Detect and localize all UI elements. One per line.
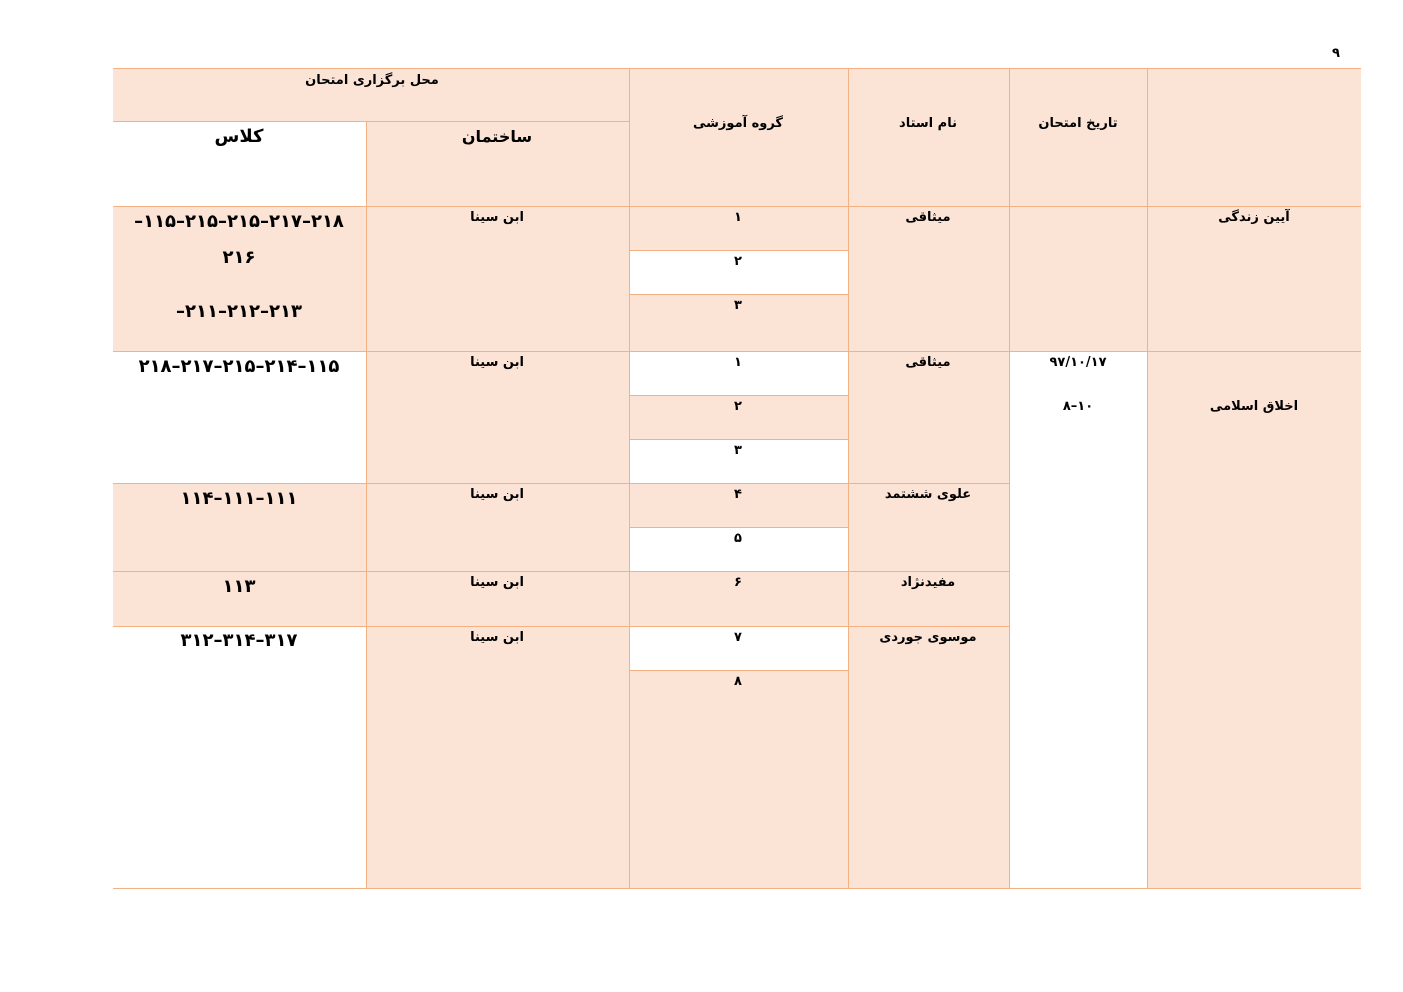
- course2-b4-building: ابن سینا: [470, 630, 524, 645]
- course2-group-3: ۳: [734, 443, 742, 458]
- course2-name-cell: [1147, 351, 1361, 888]
- course2-b2-classes: ۱۱۱–۱۱۱–۱۱۴: [180, 488, 298, 509]
- grid-line: [113, 571, 1009, 572]
- course1-classes-line2: ۲۱۶: [222, 247, 256, 268]
- course2-b1-classes: ۱۱۵–۲۱۴–۲۱۵–۲۱۷–۲۱۸: [138, 356, 340, 377]
- course2-group-5: ۵: [734, 531, 742, 546]
- grid-line: [1009, 68, 1010, 888]
- header-instructor-cell: [848, 68, 1009, 206]
- header-group-cell: [629, 68, 848, 206]
- grid-line: [113, 206, 1361, 207]
- grid-line: [1147, 68, 1148, 888]
- course2-group-1: ۱: [734, 355, 742, 370]
- grid-line: [113, 121, 629, 122]
- course2-b3-building: ابن سینا: [470, 575, 524, 590]
- grid-line: [629, 68, 630, 888]
- course1-instructor: میثاقی: [905, 210, 951, 225]
- grid-line: [629, 294, 848, 295]
- course1-instructor-cell: [848, 206, 1009, 351]
- grid-line: [113, 888, 1361, 889]
- course2-b3-classes: ۱۱۳: [222, 576, 256, 597]
- page-number: ۹: [1332, 46, 1340, 61]
- course2-group-4: ۴: [734, 487, 742, 502]
- grid-line: [629, 439, 848, 440]
- header-building-label: ساختمان: [461, 127, 533, 146]
- grid-line: [848, 68, 849, 888]
- header-date-cell: [1009, 68, 1147, 206]
- course2-b4-building-cell: [366, 626, 629, 888]
- grid-line: [629, 250, 848, 251]
- course2-b4-classes-cell: [113, 626, 366, 888]
- course1-name: آیین زندگی: [1218, 210, 1290, 225]
- course2-name: اخلاق اسلامی: [1209, 399, 1299, 414]
- course2-b2-building: ابن سینا: [470, 487, 524, 502]
- course2-group-8: ۸: [734, 674, 742, 689]
- course1-group-3: ۳: [734, 298, 742, 313]
- grid-line: [629, 527, 848, 528]
- grid-line: [629, 395, 848, 396]
- course2-group-2: ۲: [734, 399, 742, 414]
- header-course-cell: [1147, 68, 1361, 206]
- course1-classes-line1: ۲۱۸–۲۱۷–۲۱۵–۲۱۵–۱۱۵–: [134, 211, 344, 232]
- grid-line: [113, 68, 1361, 69]
- course1-classes-line3: ۲۱۳–۲۱۲–۲۱۱–: [176, 301, 302, 322]
- course2-date: ۹۷/۱۰/۱۷: [1049, 355, 1107, 370]
- course2-date-cell: [1009, 351, 1147, 888]
- course2-b1-building: ابن سینا: [470, 355, 524, 370]
- header-venue-label: محل برگزاری امتحان: [305, 73, 439, 88]
- course2-b4-classes: ۳۱۷–۳۱۴–۳۱۲: [180, 630, 298, 651]
- grid-line: [113, 626, 1009, 627]
- course2-b2-instructor: علوی ششتمد: [884, 487, 972, 502]
- grid-line: [629, 670, 848, 671]
- course1-building: ابن سینا: [470, 210, 524, 225]
- course1-group-1: ۱: [734, 210, 742, 225]
- course1-building-cell: [366, 206, 629, 351]
- course2-b3-instructor: مفیدنژاد: [900, 575, 956, 590]
- grid-line: [113, 483, 1009, 484]
- course2-time: ۱۰–۸: [1062, 399, 1094, 414]
- course2-group-7: ۷: [734, 630, 742, 645]
- course1-name-cell: [1147, 206, 1361, 351]
- course1-group-2: ۲: [734, 254, 742, 269]
- course1-date-cell: [1009, 206, 1147, 351]
- course2-group-6: ۶: [734, 575, 742, 590]
- header-exam-date-label: تاریخ امتحان: [1038, 116, 1118, 131]
- header-class-label: کلاس: [214, 126, 264, 147]
- grid-line: [113, 351, 1361, 352]
- course2-b4-instructor-cell: [848, 626, 1009, 888]
- course2-b4-instructor: موسوی جوردی: [879, 630, 977, 645]
- header-group-label: گروه آموزشی: [692, 116, 784, 131]
- course2-b1-instructor: میثاقی: [905, 355, 951, 370]
- header-instructor-label: نام استاد: [899, 116, 957, 131]
- course2-group8-cell: [629, 670, 848, 888]
- grid-line: [366, 121, 367, 888]
